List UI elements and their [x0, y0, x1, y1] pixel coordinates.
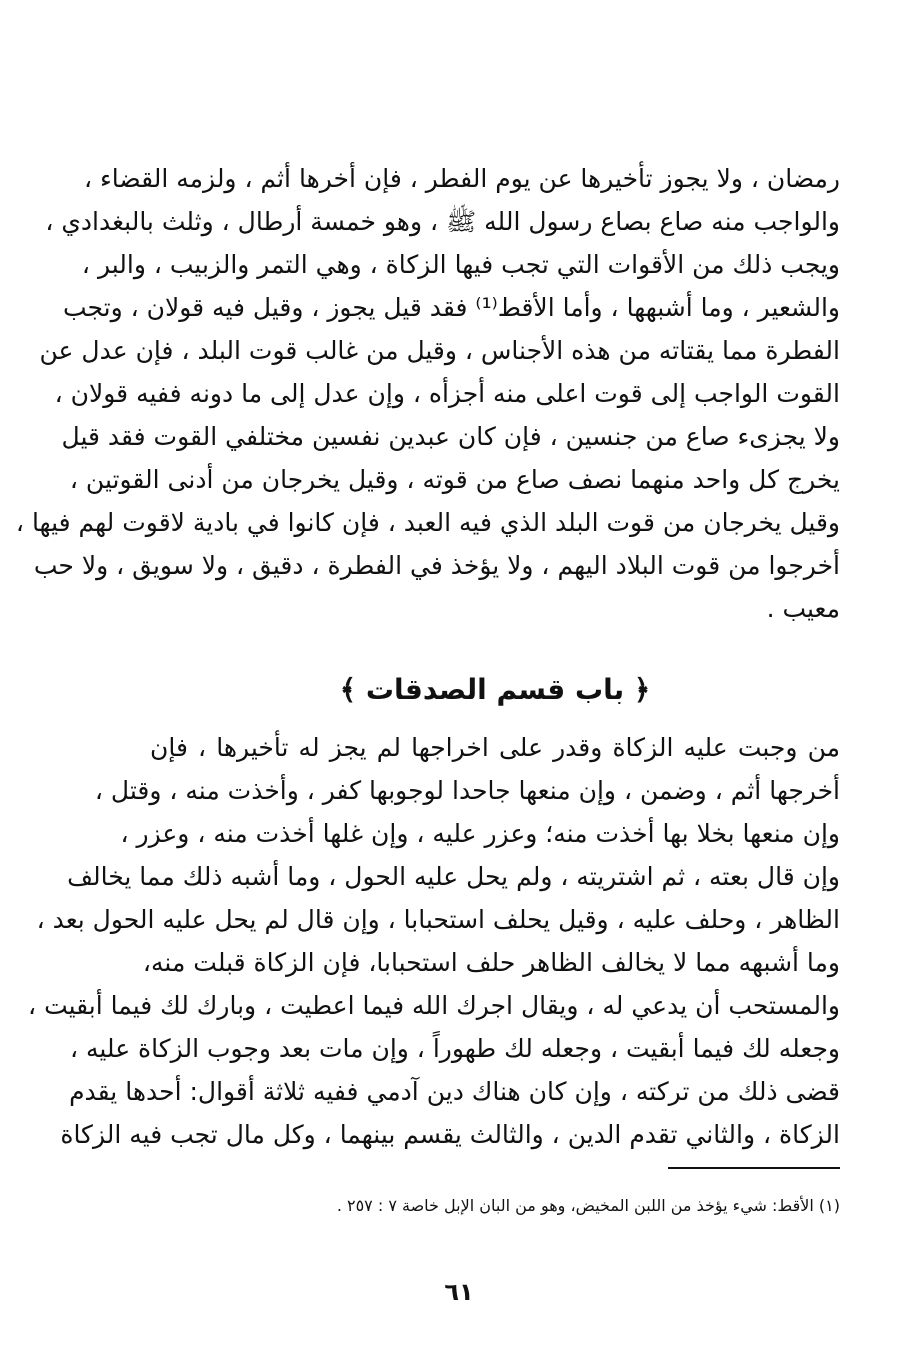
text-line: وجعله لك فيما أبقيت ، وجعله لك طهوراً ، وإن مات بعد وجوب الزكاة عليه ، — [69, 1034, 840, 1063]
paragraph-zakat-al-fitr — [15, 157, 840, 630]
text-line: يخرج كل واحد منهما نصف صاع من قوته ، وقيل يخرجان من أدنى القوتين ، — [69, 465, 840, 494]
text-line: والمستحب أن يدعي له ، ويقال اجرك الله فيما اعطيت ، وبارك لك فيما أبقيت ، — [28, 991, 840, 1020]
page-number: ٦١ — [444, 1278, 474, 1306]
text-line: وما أشبهه مما لا يخالف الظاهر حلف استحبابا، فإن الزكاة قبلت منه، — [142, 948, 840, 977]
text-line: الزكاة ، والثاني تقدم الدين ، والثالث يقسم بينهما ، وكل مال تجب فيه الزكاة — [60, 1120, 840, 1149]
text-line: الفطرة مما يقتاته من هذه الأجناس ، وقيل من غالب قوت البلد ، فإن عدل عن — [39, 336, 840, 365]
text-line: أخرجوا من قوت البلاد اليهم ، ولا يؤخذ في الفطرة ، دقيق ، ولا سويق ، ولا حب — [33, 551, 840, 580]
paragraph-sadaqat — [28, 726, 840, 1156]
footnote-divider — [668, 1167, 840, 1169]
text-line: وإن منعها بخلا بها أخذت منه؛ وعزر عليه ، وإن غلها أخذت منه ، وعزر ، — [120, 819, 840, 848]
text-line: والشعير ، وما أشبهها ، وأما الأقط⁽¹⁾ فقد قيل يجوز ، وقيل فيه قولان ، وتجب — [62, 293, 840, 322]
text-line: رمضان ، ولا يجوز تأخيرها عن يوم الفطر ، فإن أخرها أثم ، ولزمه القضاء ، — [84, 164, 840, 193]
text-line: والواجب منه صاع بصاع رسول الله ﷺ ، وهو خمسة أرطال ، وثلث بالبغدادي ، — [45, 207, 840, 236]
text-line: أخرجها أثم ، وضمن ، وإن منعها جاحدا لوجوبها كفر ، وأخذت منه ، وقتل ، — [94, 776, 840, 805]
footnote: (١) الأقط: شيء يؤخذ من اللبن المخيض، وهو من البان الإبل خاصة ٧ : ٢٥٧ . — [336, 1196, 840, 1215]
text-line: الظاهر ، وحلف عليه ، وقيل يحلف استحبابا ، وإن قال لم يحل عليه الحول بعد ، — [36, 905, 840, 934]
text-line: من وجبت عليه الزكاة وقدر على اخراجها لم يجز له تأخيرها ، فإن — [150, 733, 840, 762]
text-line: ويجب ذلك من الأقوات التي تجب فيها الزكاة ، وهي التمر والزبيب ، والبر ، — [81, 250, 840, 279]
text-line: معيب . — [766, 594, 840, 623]
text-line: وقيل يخرجان من قوت البلد الذي فيه العبد ، فإن كانوا في بادية لاقوت لهم فيها ، — [15, 508, 840, 537]
text-line: ولا يجزىء صاع من جنسين ، فإن كان عبدين نفسين مختلفي القوت فقد قيل — [61, 422, 840, 451]
text-line: قضى ذلك من تركته ، وإن كان هناك دين آدمي ففيه ثلاثة أقوال: أحدها يقدم — [69, 1077, 840, 1106]
text-line: وإن قال بعته ، ثم اشتريته ، ولم يحل عليه الحول ، وما أشبه ذلك مما يخالف — [67, 862, 840, 891]
section-heading: ﴿ باب قسم الصدقات ﴾ — [339, 673, 651, 706]
text-line: القوت الواجب إلى قوت اعلى منه أجزأه ، وإن عدل إلى ما دونه ففيه قولان ، — [54, 379, 840, 408]
